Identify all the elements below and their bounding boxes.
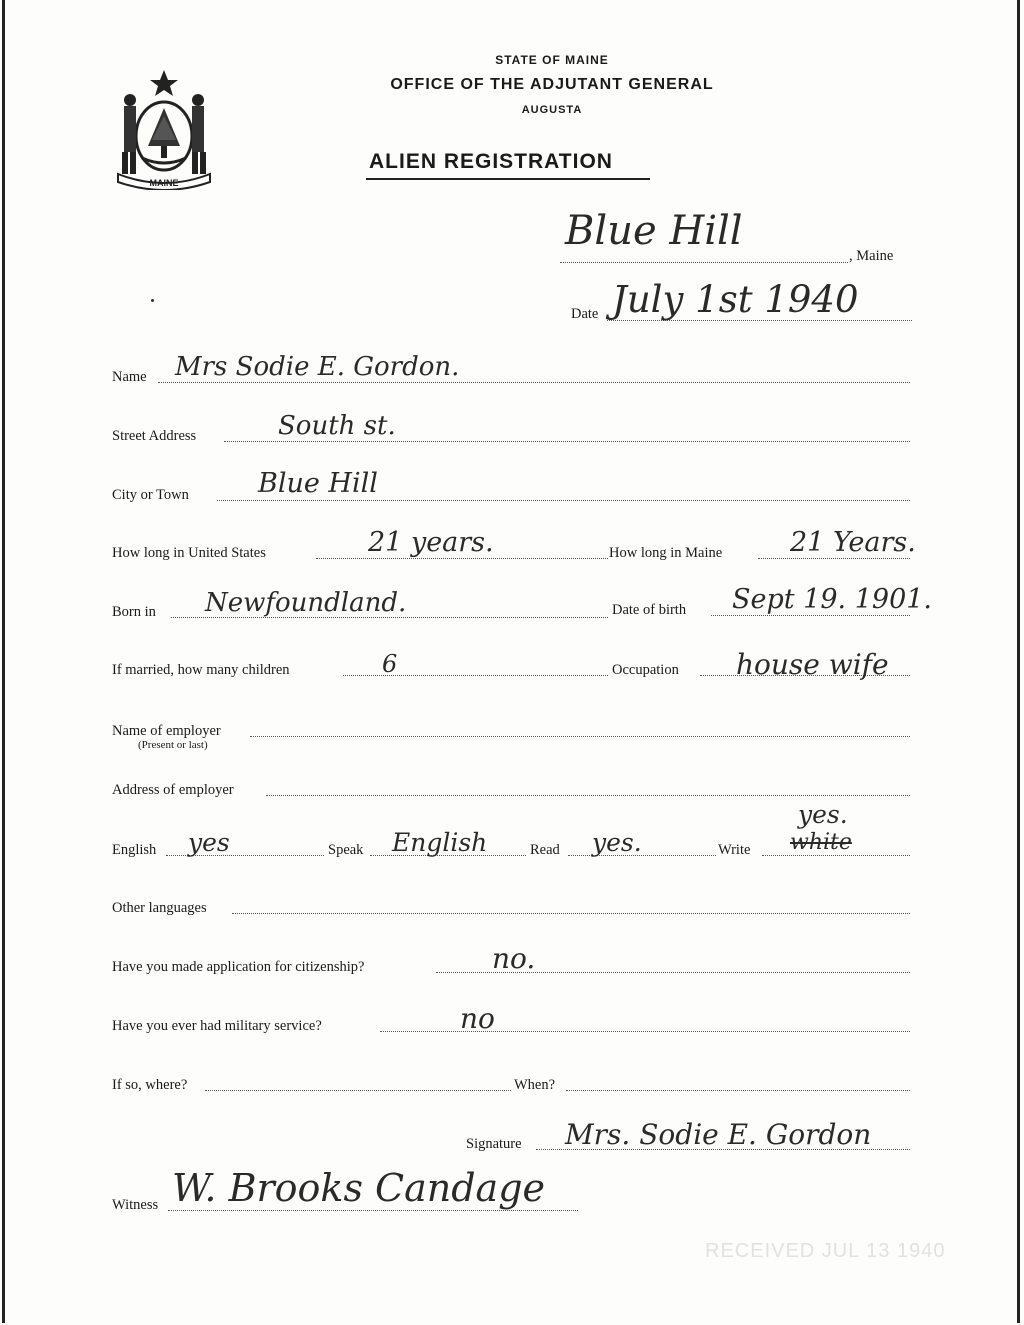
city-heading: AUGUSTA: [521, 104, 583, 116]
employer-name-label: Name of employer: [112, 723, 221, 739]
street-address-line: [224, 441, 910, 442]
write-line: [762, 855, 910, 856]
employer-name-line: [250, 736, 910, 737]
received-stamp: RECEIVED JUL 13 1940: [705, 1240, 946, 1262]
other-languages-label: Other languages: [112, 900, 207, 916]
form-title: ALIEN REGISTRATION: [369, 150, 613, 173]
city-town-field: Blue Hill: [258, 468, 378, 499]
speak-label: Speak: [328, 842, 364, 858]
street-address-label: Street Address: [112, 428, 197, 444]
born-in-label: Born in: [112, 604, 156, 620]
read-line: [568, 855, 716, 856]
employer-address-line: [266, 795, 910, 796]
witness-label: Witness: [112, 1197, 159, 1213]
write-struck-field: white: [790, 830, 852, 855]
date-label: Date: [571, 306, 599, 322]
signature-field: Mrs. Sodie E. Gordon: [565, 1118, 872, 1151]
city-town-label: City or Town: [112, 487, 189, 503]
how-long-maine-line: [758, 558, 910, 559]
write-field: yes.: [798, 800, 848, 829]
english-field: yes: [188, 828, 230, 857]
street-address-field: South st.: [278, 411, 396, 441]
name-line: [158, 382, 910, 383]
date-of-birth-field: Sept 19. 1901.: [732, 584, 933, 615]
occupation-field: house wife: [736, 648, 889, 681]
how-long-us-label: How long in United States: [112, 545, 266, 561]
children-field: 6: [382, 650, 398, 678]
name-label: Name: [112, 369, 147, 385]
date-of-birth-label: Date of birth: [612, 602, 687, 618]
citizenship-label: Have you made application for citizenship?: [112, 959, 365, 975]
read-label: Read: [530, 842, 560, 858]
signature-label: Signature: [466, 1136, 522, 1152]
witness-field: W. Brooks Candage: [172, 1166, 546, 1210]
occupation-label: Occupation: [612, 662, 679, 678]
how-long-maine-field: 21 Years.: [790, 527, 916, 558]
employer-address-label: Address of employer: [112, 782, 234, 798]
town-line: [560, 262, 848, 263]
how-long-us-field: 21 years.: [368, 527, 494, 558]
other-languages-line: [232, 913, 910, 914]
name-field: Mrs Sodie E. Gordon.: [175, 352, 460, 382]
born-in-field: Newfoundland.: [205, 588, 407, 618]
witness-line: [168, 1210, 578, 1211]
how-long-maine-label: How long in Maine: [609, 545, 723, 561]
town-field: Blue Hill: [565, 208, 743, 254]
when-line: [566, 1090, 910, 1091]
english-label: English: [112, 842, 157, 858]
children-label: If married, how many children: [112, 662, 290, 678]
where-line: [205, 1090, 511, 1091]
stray-mark: [151, 299, 154, 302]
when-label: When?: [514, 1077, 556, 1093]
employer-name-note: (Present or last): [138, 739, 208, 751]
write-label: Write: [718, 842, 751, 858]
where-label: If so, where?: [112, 1077, 188, 1093]
maine-label: , Maine: [849, 248, 894, 264]
office-heading: OFFICE OF THE ADJUTANT GENERAL: [390, 76, 714, 93]
speak-field: English: [392, 828, 488, 857]
state-heading: STATE OF MAINE: [495, 53, 609, 67]
military-field: no: [460, 1002, 495, 1035]
title-underline: [366, 178, 650, 180]
military-label: Have you ever had military service?: [112, 1018, 322, 1034]
date-of-birth-line: [711, 615, 910, 616]
citizenship-field: no.: [492, 942, 536, 975]
how-long-us-line: [316, 558, 608, 559]
date-field: July 1st 1940: [612, 278, 859, 321]
seal-banner-text: MAINE: [149, 178, 179, 188]
city-town-line: [217, 500, 910, 501]
read-field: yes.: [592, 828, 642, 857]
